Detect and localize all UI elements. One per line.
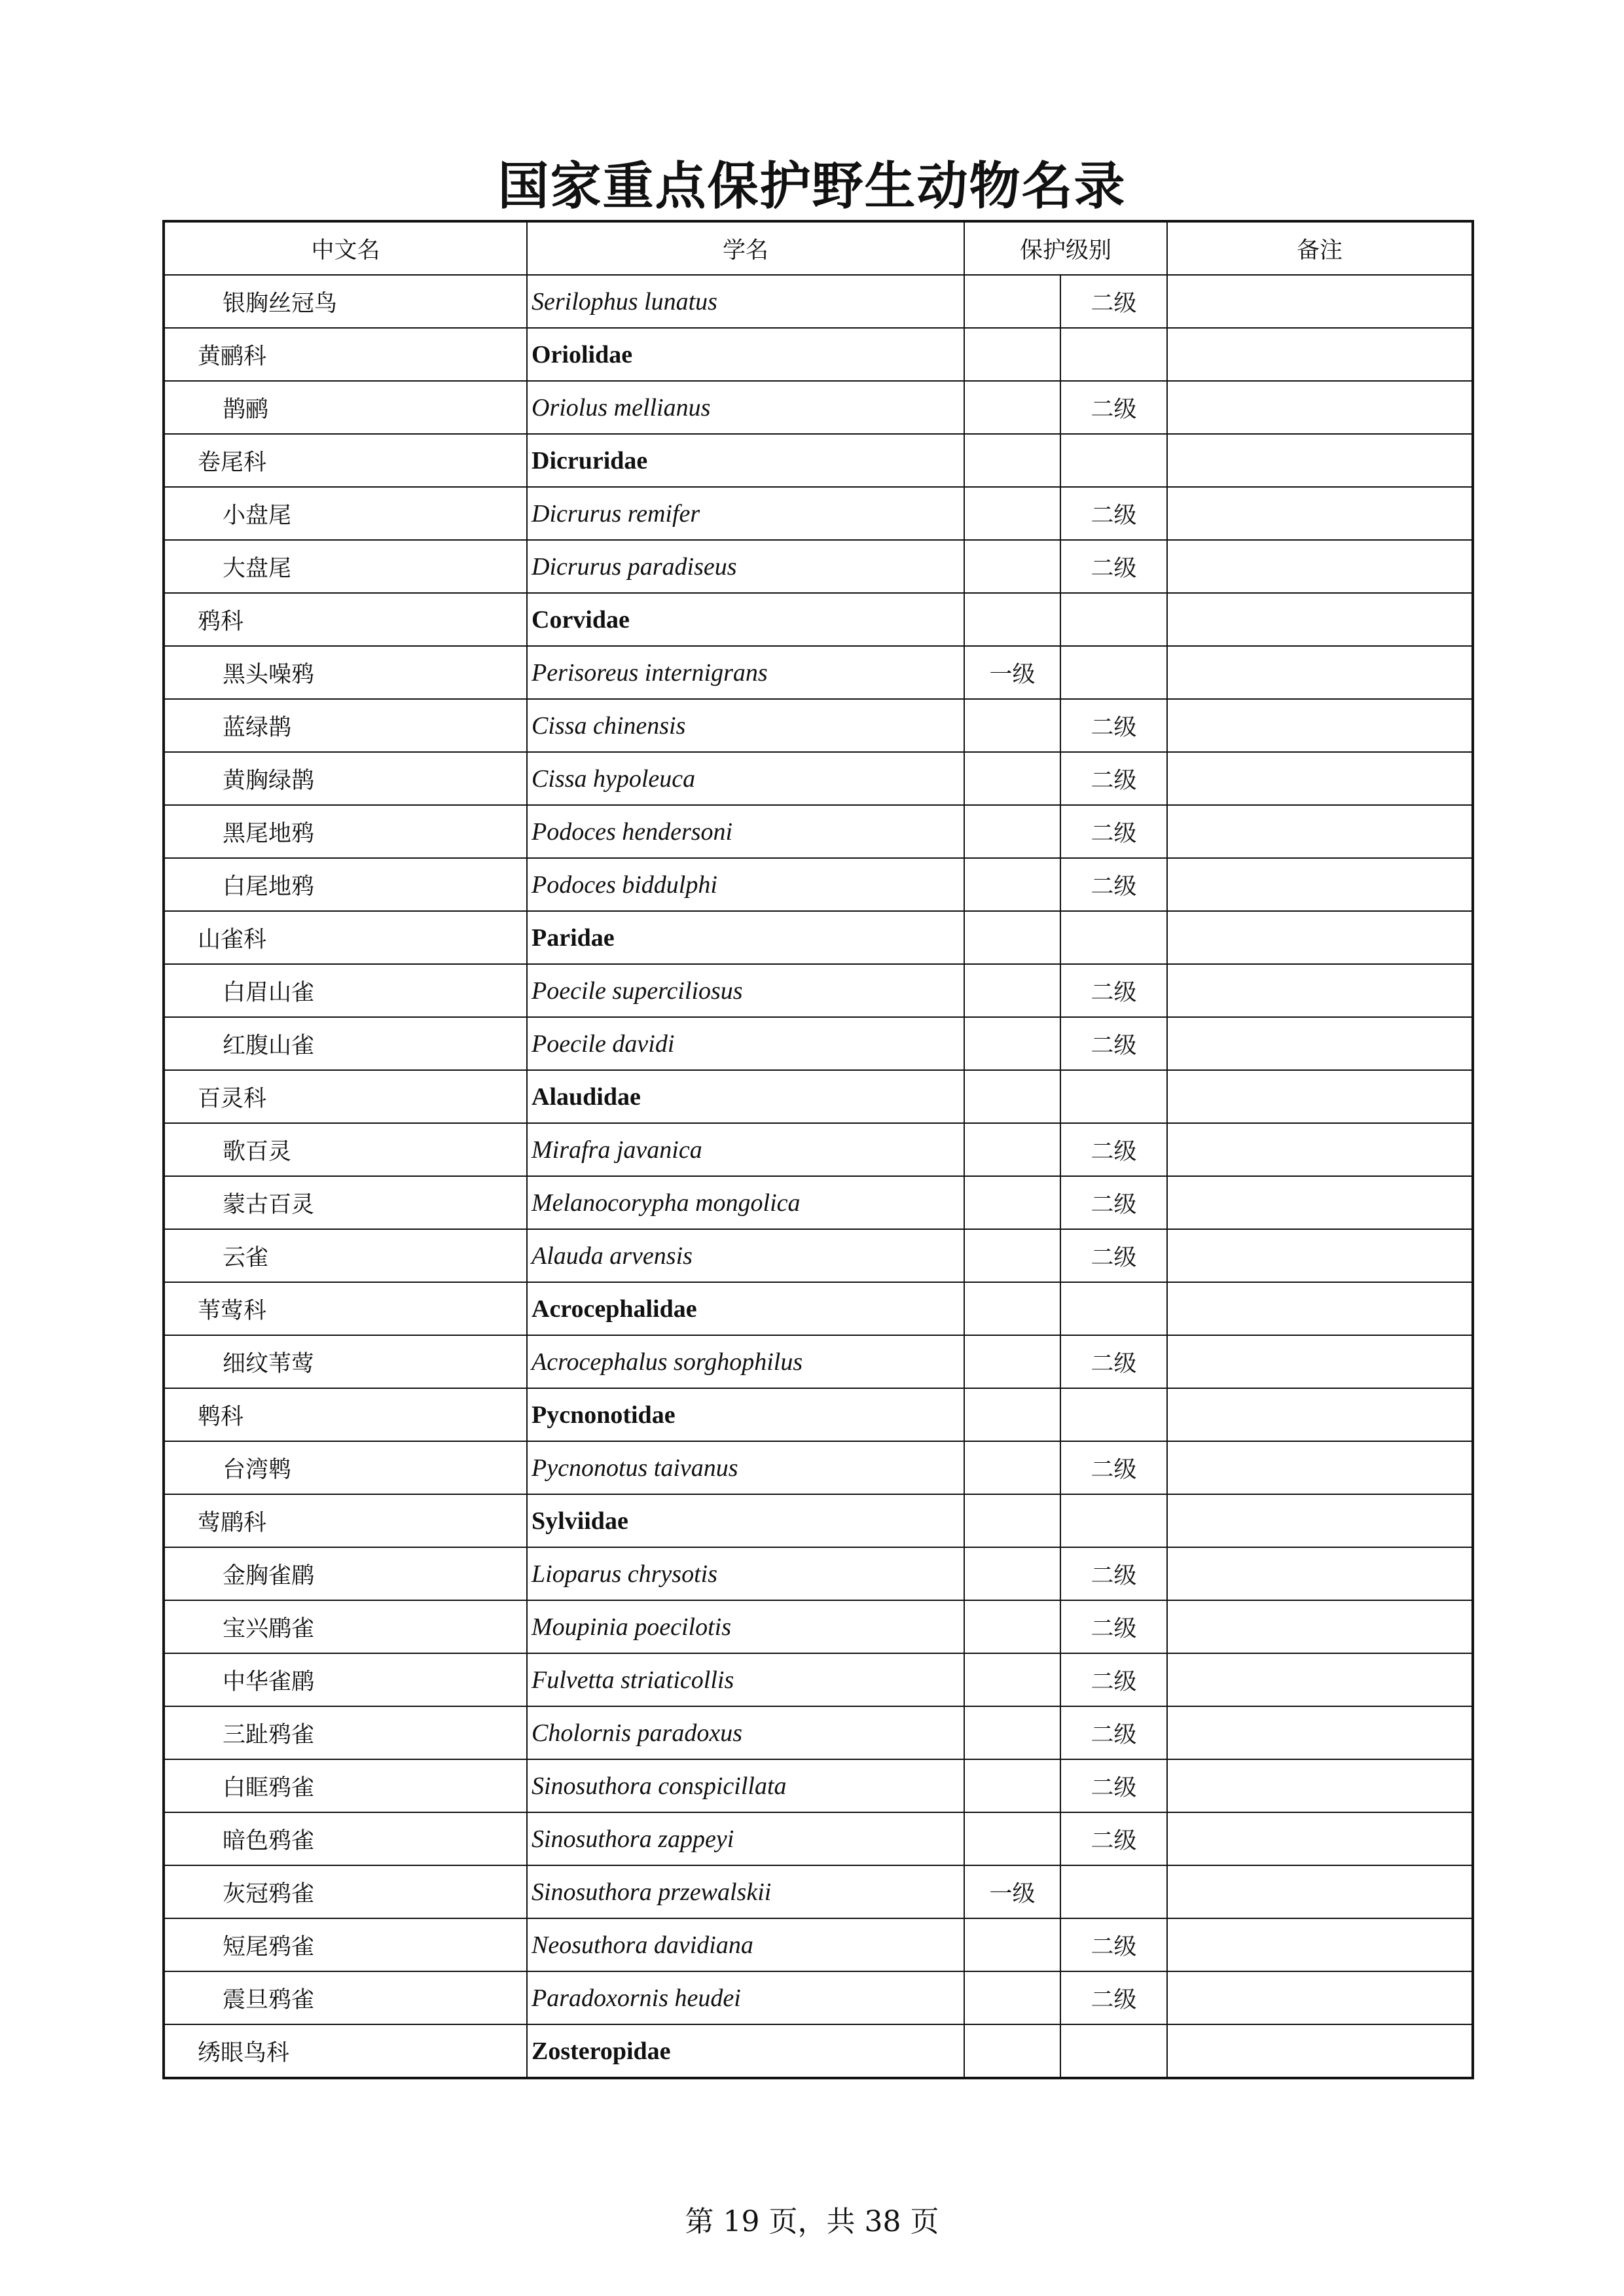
- species-row: [164, 1812, 1473, 1865]
- chinese-name-cell: 三趾鸦雀: [164, 1706, 527, 1759]
- chinese-name-cell: 卷尾科: [164, 434, 527, 487]
- scientific-name-cell: Cissa chinensis: [527, 699, 964, 752]
- chinese-name-cell: 鹎科: [164, 1388, 527, 1441]
- chinese-name-cell: 银胸丝冠鸟: [164, 275, 527, 328]
- level-two-cell: [1060, 434, 1167, 487]
- scientific-name-cell: Oriolus mellianus: [527, 381, 964, 434]
- chinese-name-cell: 云雀: [164, 1229, 527, 1282]
- level-two-cell: 二级: [1060, 699, 1167, 752]
- level-one-cell: [964, 1017, 1060, 1070]
- level-one-cell: [964, 858, 1060, 911]
- species-row: [164, 964, 1473, 1017]
- notes-cell: [1167, 593, 1473, 646]
- header-protection-level: 保护级别: [964, 221, 1167, 275]
- scientific-name-cell: Neosuthora davidiana: [527, 1918, 964, 1971]
- species-row: [164, 381, 1473, 434]
- notes-cell: [1167, 1653, 1473, 1706]
- level-one-cell: [964, 1282, 1060, 1335]
- level-one-cell: [964, 1123, 1060, 1176]
- family-row: [164, 328, 1473, 381]
- level-two-cell: 二级: [1060, 805, 1167, 858]
- species-row: [164, 1229, 1473, 1282]
- notes-cell: [1167, 1918, 1473, 1971]
- species-row: [164, 1123, 1473, 1176]
- level-two-cell: [1060, 1070, 1167, 1123]
- chinese-name-cell: 短尾鸦雀: [164, 1918, 527, 1971]
- notes-cell: [1167, 1388, 1473, 1441]
- level-two-cell: 二级: [1060, 858, 1167, 911]
- chinese-name-cell: 白眶鸦雀: [164, 1759, 527, 1812]
- species-row: [164, 487, 1473, 540]
- protected-species-table: [162, 220, 1474, 2079]
- scientific-name-cell: Moupinia poecilotis: [527, 1600, 964, 1653]
- chinese-name-cell: 震旦鸦雀: [164, 1971, 527, 2024]
- species-row: [164, 1547, 1473, 1600]
- level-two-cell: 二级: [1060, 381, 1167, 434]
- notes-cell: [1167, 1070, 1473, 1123]
- scientific-name-cell: Podoces hendersoni: [527, 805, 964, 858]
- level-two-cell: 二级: [1060, 275, 1167, 328]
- notes-cell: [1167, 434, 1473, 487]
- level-two-cell: 二级: [1060, 1176, 1167, 1229]
- scientific-name-cell: Sinosuthora przewalskii: [527, 1865, 964, 1918]
- notes-cell: [1167, 1600, 1473, 1653]
- species-row: [164, 1759, 1473, 1812]
- notes-cell: [1167, 1282, 1473, 1335]
- level-two-cell: [1060, 911, 1167, 964]
- species-row: [164, 1017, 1473, 1070]
- level-two-cell: [1060, 646, 1167, 699]
- level-one-cell: [964, 540, 1060, 593]
- notes-cell: [1167, 1865, 1473, 1918]
- table-header-row: [164, 221, 1473, 275]
- chinese-name-cell: 黄胸绿鹊: [164, 752, 527, 805]
- chinese-name-cell: 台湾鹎: [164, 1441, 527, 1494]
- species-row: [164, 699, 1473, 752]
- level-one-cell: [964, 1229, 1060, 1282]
- notes-cell: [1167, 1335, 1473, 1388]
- chinese-name-cell: 宝兴鹛雀: [164, 1600, 527, 1653]
- chinese-name-cell: 红腹山雀: [164, 1017, 527, 1070]
- scientific-name-cell: Lioparus chrysotis: [527, 1547, 964, 1600]
- chinese-name-cell: 黑尾地鸦: [164, 805, 527, 858]
- notes-cell: [1167, 1441, 1473, 1494]
- level-one-cell: [964, 1441, 1060, 1494]
- family-row: [164, 911, 1473, 964]
- level-one-cell: [964, 381, 1060, 434]
- notes-cell: [1167, 1812, 1473, 1865]
- notes-cell: [1167, 487, 1473, 540]
- level-two-cell: 二级: [1060, 1441, 1167, 1494]
- scientific-name-cell: Acrocephalus sorghophilus: [527, 1335, 964, 1388]
- level-two-cell: 二级: [1060, 1335, 1167, 1388]
- chinese-name-cell: 暗色鸦雀: [164, 1812, 527, 1865]
- level-two-cell: 二级: [1060, 964, 1167, 1017]
- level-one-cell: [964, 805, 1060, 858]
- scientific-name-cell: Corvidae: [527, 593, 964, 646]
- chinese-name-cell: 百灵科: [164, 1070, 527, 1123]
- notes-cell: [1167, 911, 1473, 964]
- scientific-name-cell: Zosteropidae: [527, 2024, 964, 2078]
- level-two-cell: [1060, 1865, 1167, 1918]
- chinese-name-cell: 细纹苇莺: [164, 1335, 527, 1388]
- species-row: [164, 1600, 1473, 1653]
- level-one-cell: [964, 964, 1060, 1017]
- level-two-cell: 二级: [1060, 1600, 1167, 1653]
- scientific-name-cell: Mirafra javanica: [527, 1123, 964, 1176]
- family-row: [164, 1070, 1473, 1123]
- notes-cell: [1167, 1759, 1473, 1812]
- level-one-cell: [964, 1918, 1060, 1971]
- notes-cell: [1167, 805, 1473, 858]
- header-chinese-name: 中文名: [164, 221, 527, 275]
- level-two-cell: 二级: [1060, 1229, 1167, 1282]
- level-two-cell: [1060, 1388, 1167, 1441]
- scientific-name-cell: Alaudidae: [527, 1070, 964, 1123]
- level-one-cell: [964, 593, 1060, 646]
- level-one-cell: [964, 1070, 1060, 1123]
- notes-cell: [1167, 1176, 1473, 1229]
- notes-cell: [1167, 328, 1473, 381]
- chinese-name-cell: 金胸雀鹛: [164, 1547, 527, 1600]
- species-row: [164, 540, 1473, 593]
- level-one-cell: [964, 1494, 1060, 1547]
- scientific-name-cell: Sylviidae: [527, 1494, 964, 1547]
- level-one-cell: [964, 1335, 1060, 1388]
- level-two-cell: 二级: [1060, 1812, 1167, 1865]
- level-two-cell: 二级: [1060, 1918, 1167, 1971]
- level-one-cell: [964, 752, 1060, 805]
- scientific-name-cell: Poecile superciliosus: [527, 964, 964, 1017]
- level-two-cell: [1060, 328, 1167, 381]
- family-row: [164, 1494, 1473, 1547]
- family-row: [164, 1388, 1473, 1441]
- species-row: [164, 805, 1473, 858]
- scientific-name-cell: Melanocorypha mongolica: [527, 1176, 964, 1229]
- species-row: [164, 275, 1473, 328]
- notes-cell: [1167, 858, 1473, 911]
- scientific-name-cell: Poecile davidi: [527, 1017, 964, 1070]
- chinese-name-cell: 黄鹂科: [164, 328, 527, 381]
- notes-cell: [1167, 1706, 1473, 1759]
- notes-cell: [1167, 1123, 1473, 1176]
- notes-cell: [1167, 275, 1473, 328]
- page-title: 国家重点保护野生动物名录: [497, 156, 1127, 216]
- scientific-name-cell: Oriolidae: [527, 328, 964, 381]
- level-two-cell: 二级: [1060, 1706, 1167, 1759]
- species-row: [164, 1918, 1473, 1971]
- level-one-cell: [964, 1653, 1060, 1706]
- chinese-name-cell: 大盘尾: [164, 540, 527, 593]
- chinese-name-cell: 白尾地鸦: [164, 858, 527, 911]
- level-one-cell: [964, 1176, 1060, 1229]
- scientific-name-cell: Serilophus lunatus: [527, 275, 964, 328]
- notes-cell: [1167, 1017, 1473, 1070]
- scientific-name-cell: Sinosuthora conspicillata: [527, 1759, 964, 1812]
- level-two-cell: 二级: [1060, 1653, 1167, 1706]
- species-row: [164, 1971, 1473, 2024]
- scientific-name-cell: Cissa hypoleuca: [527, 752, 964, 805]
- notes-cell: [1167, 1547, 1473, 1600]
- scientific-name-cell: Pycnonotidae: [527, 1388, 964, 1441]
- chinese-name-cell: 白眉山雀: [164, 964, 527, 1017]
- page-number: 第 19 页，共 38 页: [685, 2205, 939, 2238]
- family-row: [164, 434, 1473, 487]
- chinese-name-cell: 鹊鹂: [164, 381, 527, 434]
- scientific-name-cell: Dicrurus paradiseus: [527, 540, 964, 593]
- level-one-cell: [964, 911, 1060, 964]
- chinese-name-cell: 山雀科: [164, 911, 527, 964]
- chinese-name-cell: 黑头噪鸦: [164, 646, 527, 699]
- scientific-name-cell: Fulvetta striaticollis: [527, 1653, 964, 1706]
- species-row: [164, 1706, 1473, 1759]
- chinese-name-cell: 苇莺科: [164, 1282, 527, 1335]
- scientific-name-cell: Sinosuthora zappeyi: [527, 1812, 964, 1865]
- level-one-cell: [964, 1547, 1060, 1600]
- level-one-cell: [964, 328, 1060, 381]
- scientific-name-cell: Perisoreus internigrans: [527, 646, 964, 699]
- chinese-name-cell: 灰冠鸦雀: [164, 1865, 527, 1918]
- level-two-cell: 二级: [1060, 752, 1167, 805]
- chinese-name-cell: 小盘尾: [164, 487, 527, 540]
- scientific-name-cell: Dicrurus remifer: [527, 487, 964, 540]
- level-two-cell: [1060, 1282, 1167, 1335]
- scientific-name-cell: Podoces biddulphi: [527, 858, 964, 911]
- chinese-name-cell: 莺鹛科: [164, 1494, 527, 1547]
- level-two-cell: [1060, 593, 1167, 646]
- scientific-name-cell: Alauda arvensis: [527, 1229, 964, 1282]
- notes-cell: [1167, 1494, 1473, 1547]
- notes-cell: [1167, 1229, 1473, 1282]
- notes-cell: [1167, 752, 1473, 805]
- scientific-name-cell: Pycnonotus taivanus: [527, 1441, 964, 1494]
- level-two-cell: 二级: [1060, 1017, 1167, 1070]
- species-row: [164, 1441, 1473, 1494]
- scientific-name-cell: Paridae: [527, 911, 964, 964]
- level-one-cell: [964, 434, 1060, 487]
- scientific-name-cell: Cholornis paradoxus: [527, 1706, 964, 1759]
- level-two-cell: 二级: [1060, 1759, 1167, 1812]
- species-row: [164, 1865, 1473, 1918]
- level-one-cell: [964, 699, 1060, 752]
- family-row: [164, 2024, 1473, 2078]
- species-row: [164, 858, 1473, 911]
- level-one-cell: [964, 1971, 1060, 2024]
- chinese-name-cell: 蒙古百灵: [164, 1176, 527, 1229]
- notes-cell: [1167, 646, 1473, 699]
- notes-cell: [1167, 964, 1473, 1017]
- level-one-cell: [964, 487, 1060, 540]
- notes-cell: [1167, 381, 1473, 434]
- header-notes: 备注: [1167, 221, 1473, 275]
- chinese-name-cell: 中华雀鹛: [164, 1653, 527, 1706]
- level-one-cell: [964, 1706, 1060, 1759]
- scientific-name-cell: Dicruridae: [527, 434, 964, 487]
- scientific-name-cell: Paradoxornis heudei: [527, 1971, 964, 2024]
- level-one-cell: 一级: [964, 1865, 1060, 1918]
- level-one-cell: 一级: [964, 646, 1060, 699]
- level-two-cell: 二级: [1060, 487, 1167, 540]
- species-row: [164, 1653, 1473, 1706]
- level-two-cell: [1060, 1494, 1167, 1547]
- species-row: [164, 1176, 1473, 1229]
- family-row: [164, 1282, 1473, 1335]
- level-one-cell: [964, 1388, 1060, 1441]
- level-two-cell: 二级: [1060, 1547, 1167, 1600]
- species-row: [164, 752, 1473, 805]
- notes-cell: [1167, 699, 1473, 752]
- level-one-cell: [964, 1600, 1060, 1653]
- level-one-cell: [964, 1812, 1060, 1865]
- scientific-name-cell: Acrocephalidae: [527, 1282, 964, 1335]
- level-two-cell: 二级: [1060, 1971, 1167, 2024]
- notes-cell: [1167, 1971, 1473, 2024]
- level-one-cell: [964, 2024, 1060, 2078]
- chinese-name-cell: 绣眼鸟科: [164, 2024, 527, 2078]
- level-two-cell: 二级: [1060, 1123, 1167, 1176]
- level-two-cell: [1060, 2024, 1167, 2078]
- chinese-name-cell: 蓝绿鹊: [164, 699, 527, 752]
- chinese-name-cell: 鸦科: [164, 593, 527, 646]
- chinese-name-cell: 歌百灵: [164, 1123, 527, 1176]
- species-row: [164, 1335, 1473, 1388]
- species-row: [164, 646, 1473, 699]
- header-scientific-name: 学名: [527, 221, 964, 275]
- notes-cell: [1167, 540, 1473, 593]
- level-one-cell: [964, 275, 1060, 328]
- table-body: [164, 221, 1473, 2078]
- family-row: [164, 593, 1473, 646]
- level-two-cell: 二级: [1060, 540, 1167, 593]
- notes-cell: [1167, 2024, 1473, 2078]
- level-one-cell: [964, 1759, 1060, 1812]
